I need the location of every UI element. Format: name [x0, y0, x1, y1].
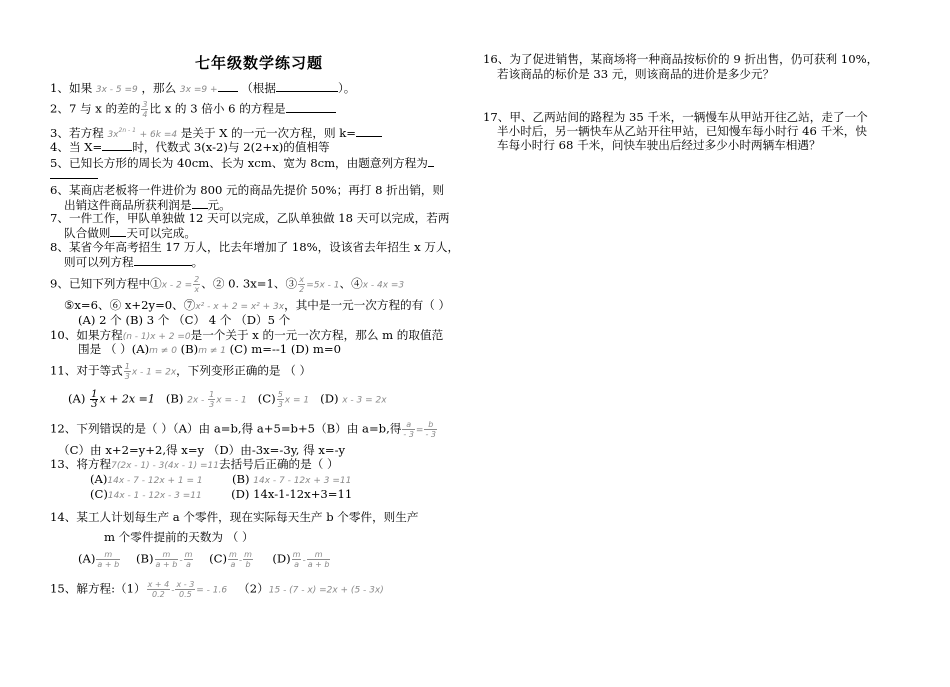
fraction: $\frac{1}{3}$	[124, 362, 130, 381]
answer-blank[interactable]	[102, 139, 132, 151]
question-7: 7、一件工作，甲队单独做 12 天可以完成，乙队单独做 18 天可以完成，若两	[50, 211, 450, 225]
question-17: 17、甲、乙两站间的路程为 35 千米，一辆慢车从甲站开往乙站，走了一个	[483, 110, 868, 124]
question-5: 5、已知长方形的周长为 40cm、长为 xcm、宽为 8cm，由题意列方程为	[50, 155, 434, 170]
fraction: $\frac{5}{3}$	[277, 390, 283, 409]
fraction: $\frac{2}{x}$	[194, 275, 200, 294]
answer-blank[interactable]	[192, 197, 208, 209]
fraction: $\frac{m}{a}$	[292, 550, 301, 569]
answer-line	[50, 167, 98, 182]
fraction: $\frac{a}{- 3}$	[403, 420, 414, 439]
page-title: 七年级数学练习题	[195, 54, 324, 72]
question-8-cont: 则可以列方程 。	[64, 255, 204, 269]
question-8: 8、某省今年高考招生 17 万人，比去年增加了 18%，设该省去年招生 x 万人，	[50, 240, 460, 254]
question-14-options: (A) $\frac{m}{a + b}$ (B) $\frac{m}{a + b}$ - $\frac{m}{a}$ (C) $\frac{m}{a}$ - $\frac{m}{b}$ (D) $\frac{m}{a}$ - $\frac{m}{a + b}$	[78, 550, 330, 569]
answer-blank[interactable]	[50, 167, 98, 179]
fraction: $\frac{m}{a + b}$	[155, 550, 178, 569]
fraction: $\frac{3}{4}$	[142, 100, 148, 119]
answer-blank[interactable]	[356, 125, 382, 137]
question-12-cont: （C）由 x+2=y+2,得 x=y （D）由-3x=-3y, 得 x=-y	[58, 443, 346, 457]
question-12: 12、下列错误的是（ ）（A）由 a=b,得 a+5=b+5（B）由 a=b,得 $\frac{a}{- 3}$ = $\frac{b}{- 3}$	[50, 420, 436, 439]
question-14-cont: m 个零件提前的天数为 （ ）	[104, 530, 254, 544]
fraction: $\frac{b}{- 3}$	[425, 420, 436, 439]
answer-blank[interactable]	[134, 254, 192, 266]
question-13: 13、将方程7(2x - 1) - 3(4x - 1) =11去括号后正确的是（ ）	[50, 457, 339, 471]
question-9: 9、已知下列方程中①x - 2 = $\frac{2}{x}$ 、② 0. 3x=1、③ $\frac{x}{2}$ =5x - 1、④x - 4x =3	[50, 275, 405, 294]
question-2: 2、7 与 x 的差的 $\frac{3}{4}$ 比 x 的 3 倍小 6 的方程是	[50, 100, 336, 119]
question-4: 4、当 X= 时，代数式 3(x-2)与 2(2+x)的值相等	[50, 140, 330, 154]
question-7-cont: 队合做则 天可以完成。	[64, 226, 196, 240]
answer-blank[interactable]	[286, 101, 336, 113]
question-15: 15、解方程:（1） $\frac{x + 4}{0.2}$ - $\frac{x - 3}{0.5}$ = - 1.6 （2）15 - (7 - x) =2x + (5 - 3x)	[50, 580, 384, 599]
answer-blank[interactable]	[110, 225, 126, 237]
fraction: $\frac{1}{3}$	[209, 390, 215, 409]
question-17-cont-2: 车每小时行 68 千米，问快车驶出后经过多少小时两辆车相遇？	[497, 138, 821, 152]
answer-blank[interactable]	[276, 80, 338, 92]
fraction: $\frac{x + 4}{0.2}$	[147, 580, 170, 599]
fraction: $\frac{m}{b}$	[244, 550, 252, 569]
fraction: $\frac{m}{a + b}$	[307, 550, 330, 569]
question-17-cont-1: 半小时后，另一辆快车从乙站开往甲站，已知慢车每小时行 46 千米，快	[497, 124, 867, 138]
question-9-cont: ⑤x=6、⑥ x+2y=0、⑦x² - x + 2 = x² + 3x，其中是一元一次方程的有（ ）	[64, 298, 451, 312]
question-10: 10、如果方程(n - 1)x + 2 =0是一个关于 x 的一元一次方程，那么 m 的取值范	[50, 328, 444, 342]
fraction: $\frac{m}{a}$	[229, 550, 237, 569]
question-13-options-2: (C)14x - 1 - 12x - 3 =11 (D) 14x-1-12x+3=11	[90, 487, 353, 501]
fraction: $\frac{x - 3}{0.5}$	[176, 580, 195, 599]
fraction: $\frac{m}{a}$	[184, 550, 193, 569]
question-6-cont: 出销这件商品所获利润是 元。	[64, 198, 231, 212]
question-6: 6、某商店老板将一件进价为 800 元的商品先提价 50%；再打 8 折出销，则	[50, 183, 445, 197]
question-11-options: (A) $\frac{1}{3}$ x + 2x =1 (B) 2x - $\frac{1}{3}$ x = - 1 (C) $\frac{5}{3}$ x = 1 (D) x - 3 = 2x	[68, 389, 387, 410]
question-3: 3、若方程 $3x^{2n - 1} + 6k =4$ 是关于 X 的一元一次方程，则 k=	[50, 124, 382, 142]
question-10-cont: 围是 （ ）(A)m ≠ 0 (B)m ≠ 1 (C) m=--1 (D) m=0	[78, 342, 341, 356]
question-14: 14、某工人计划每生产 a 个零件，现在实际每天生产 b 个零件，则生产	[50, 510, 419, 524]
answer-blank[interactable]	[428, 155, 434, 167]
question-11: 11、对于等式 $\frac{1}{3}$ x - 1 = 2x，下列变形正确的是 （ ）	[50, 362, 312, 381]
fraction: $\frac{1}{3}$	[91, 389, 98, 410]
question-9-options: (A) 2 个 (B) 3 个 （C） 4 个 （D）5 个	[78, 313, 291, 327]
question-13-options-1: (A)14x - 7 - 12x + 1 = 1 (B) 14x - 7 - 12x + 3 =11	[90, 472, 352, 486]
answer-blank[interactable]	[218, 80, 238, 92]
fraction: $\frac{x}{2}$	[299, 275, 305, 294]
question-16: 16、为了促进销售，某商场将一种商品按标价的 9 折出售，仍可获利 10%，	[483, 52, 879, 66]
fraction: $\frac{m}{a + b}$	[97, 550, 120, 569]
question-1: 1、如果 3x - 5 =9 ，那么 3x =9 + （根据 ）。	[50, 81, 356, 95]
question-16-cont: 若该商品的标价是 33 元，则该商品的进价是多少元？	[497, 67, 775, 81]
